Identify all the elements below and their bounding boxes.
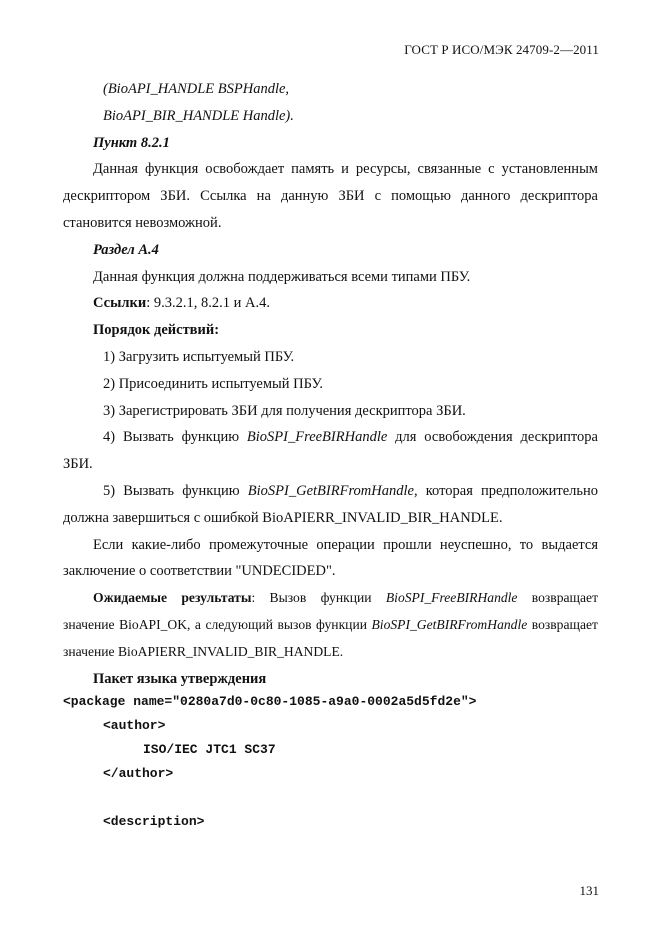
expected-function-1: BioSPI_FreeBIRHandle <box>385 590 518 606</box>
code-line-author-open: <author> <box>103 718 166 733</box>
section-paragraph: Данная функция должна поддерживаться всеми типами ПБУ. <box>93 268 471 285</box>
references-text: : 9.3.2.1, 8.2.1 и А.4. <box>146 295 271 312</box>
references-label: Ссылки <box>93 295 147 312</box>
code-block <box>63 690 623 834</box>
step-5-text-b: , которая предположительно должна завершиться с ошибкой BioAPIERR_INVALID_BIR_HANDLE. <box>63 482 599 526</box>
section-heading: Раздел А.4 <box>93 241 159 258</box>
item-paragraph: Данная функция освобождает память и ресурсы, связанные с установленным дескриптором ЗБИ. Ссылка на данную ЗБИ с помощью данного дескриптора становится невозможной. <box>63 161 598 231</box>
expected-results-paragraph <box>63 585 598 665</box>
step-3: 3) Зарегистрировать ЗБИ для получения дескриптора ЗБИ. <box>103 402 466 419</box>
expected-function-2: BioSPI_GetBIRFromHandle <box>371 616 528 632</box>
code-blank-line <box>63 786 623 810</box>
page-header-standard: ГОСТ Р ИСО/МЭК 24709-2—2011 <box>404 42 599 57</box>
code-line-author-value: ISO/IEC JTC1 SC37 <box>143 742 276 757</box>
step-1: 1) Загрузить испытуемый ПБУ. <box>103 348 295 365</box>
references-paragraph <box>63 290 598 317</box>
document-body <box>63 76 598 692</box>
page-number: 131 <box>579 883 599 898</box>
code-line-package: <package name="0280a7d0-0c80-1085-a9a0-0002a5d5fd2e"> <box>63 694 477 709</box>
step-5 <box>63 478 598 532</box>
failure-paragraph: Если какие-либо промежуточные операции прошли неуспешно, то выдается заключение о соответствии "UNDECIDED". <box>63 536 598 580</box>
step-5-function: BioSPI_GetBIRFromHandle <box>247 482 414 499</box>
expected-text-c: возвращает значение BioAPIERR_INVALID_BIR_HANDLE. <box>63 616 598 659</box>
procedure-heading: Порядок действий: <box>93 322 220 339</box>
code-line-author-close: </author> <box>103 766 174 781</box>
step-4-function: BioSPI_FreeBIRHandle <box>246 429 388 446</box>
expected-text-a: : Вызов функции <box>251 590 386 606</box>
expected-text-b: возвращает значение BioAPI_OK, а следующий вызов функции <box>63 590 599 632</box>
signature-line-2: BioAPI_BIR_HANDLE Handle). <box>103 107 294 124</box>
step-4-text-b: для освобождения дескриптора ЗБИ. <box>63 429 598 473</box>
package-heading: Пакет языка утверждения <box>93 670 267 687</box>
step-2: 2) Присоединить испытуемый ПБУ. <box>103 375 323 392</box>
step-4 <box>63 424 598 478</box>
expected-results-label: Ожидаемые результаты <box>93 590 252 606</box>
code-line-description-open: <description> <box>103 814 205 829</box>
item-heading: Пункт 8.2.1 <box>93 134 170 151</box>
step-5-text-a: 5) Вызвать функцию <box>103 482 248 499</box>
signature-line-1: (BioAPI_HANDLE BSPHandle, <box>103 81 290 97</box>
step-4-text-a: 4) Вызвать функцию <box>103 429 247 446</box>
